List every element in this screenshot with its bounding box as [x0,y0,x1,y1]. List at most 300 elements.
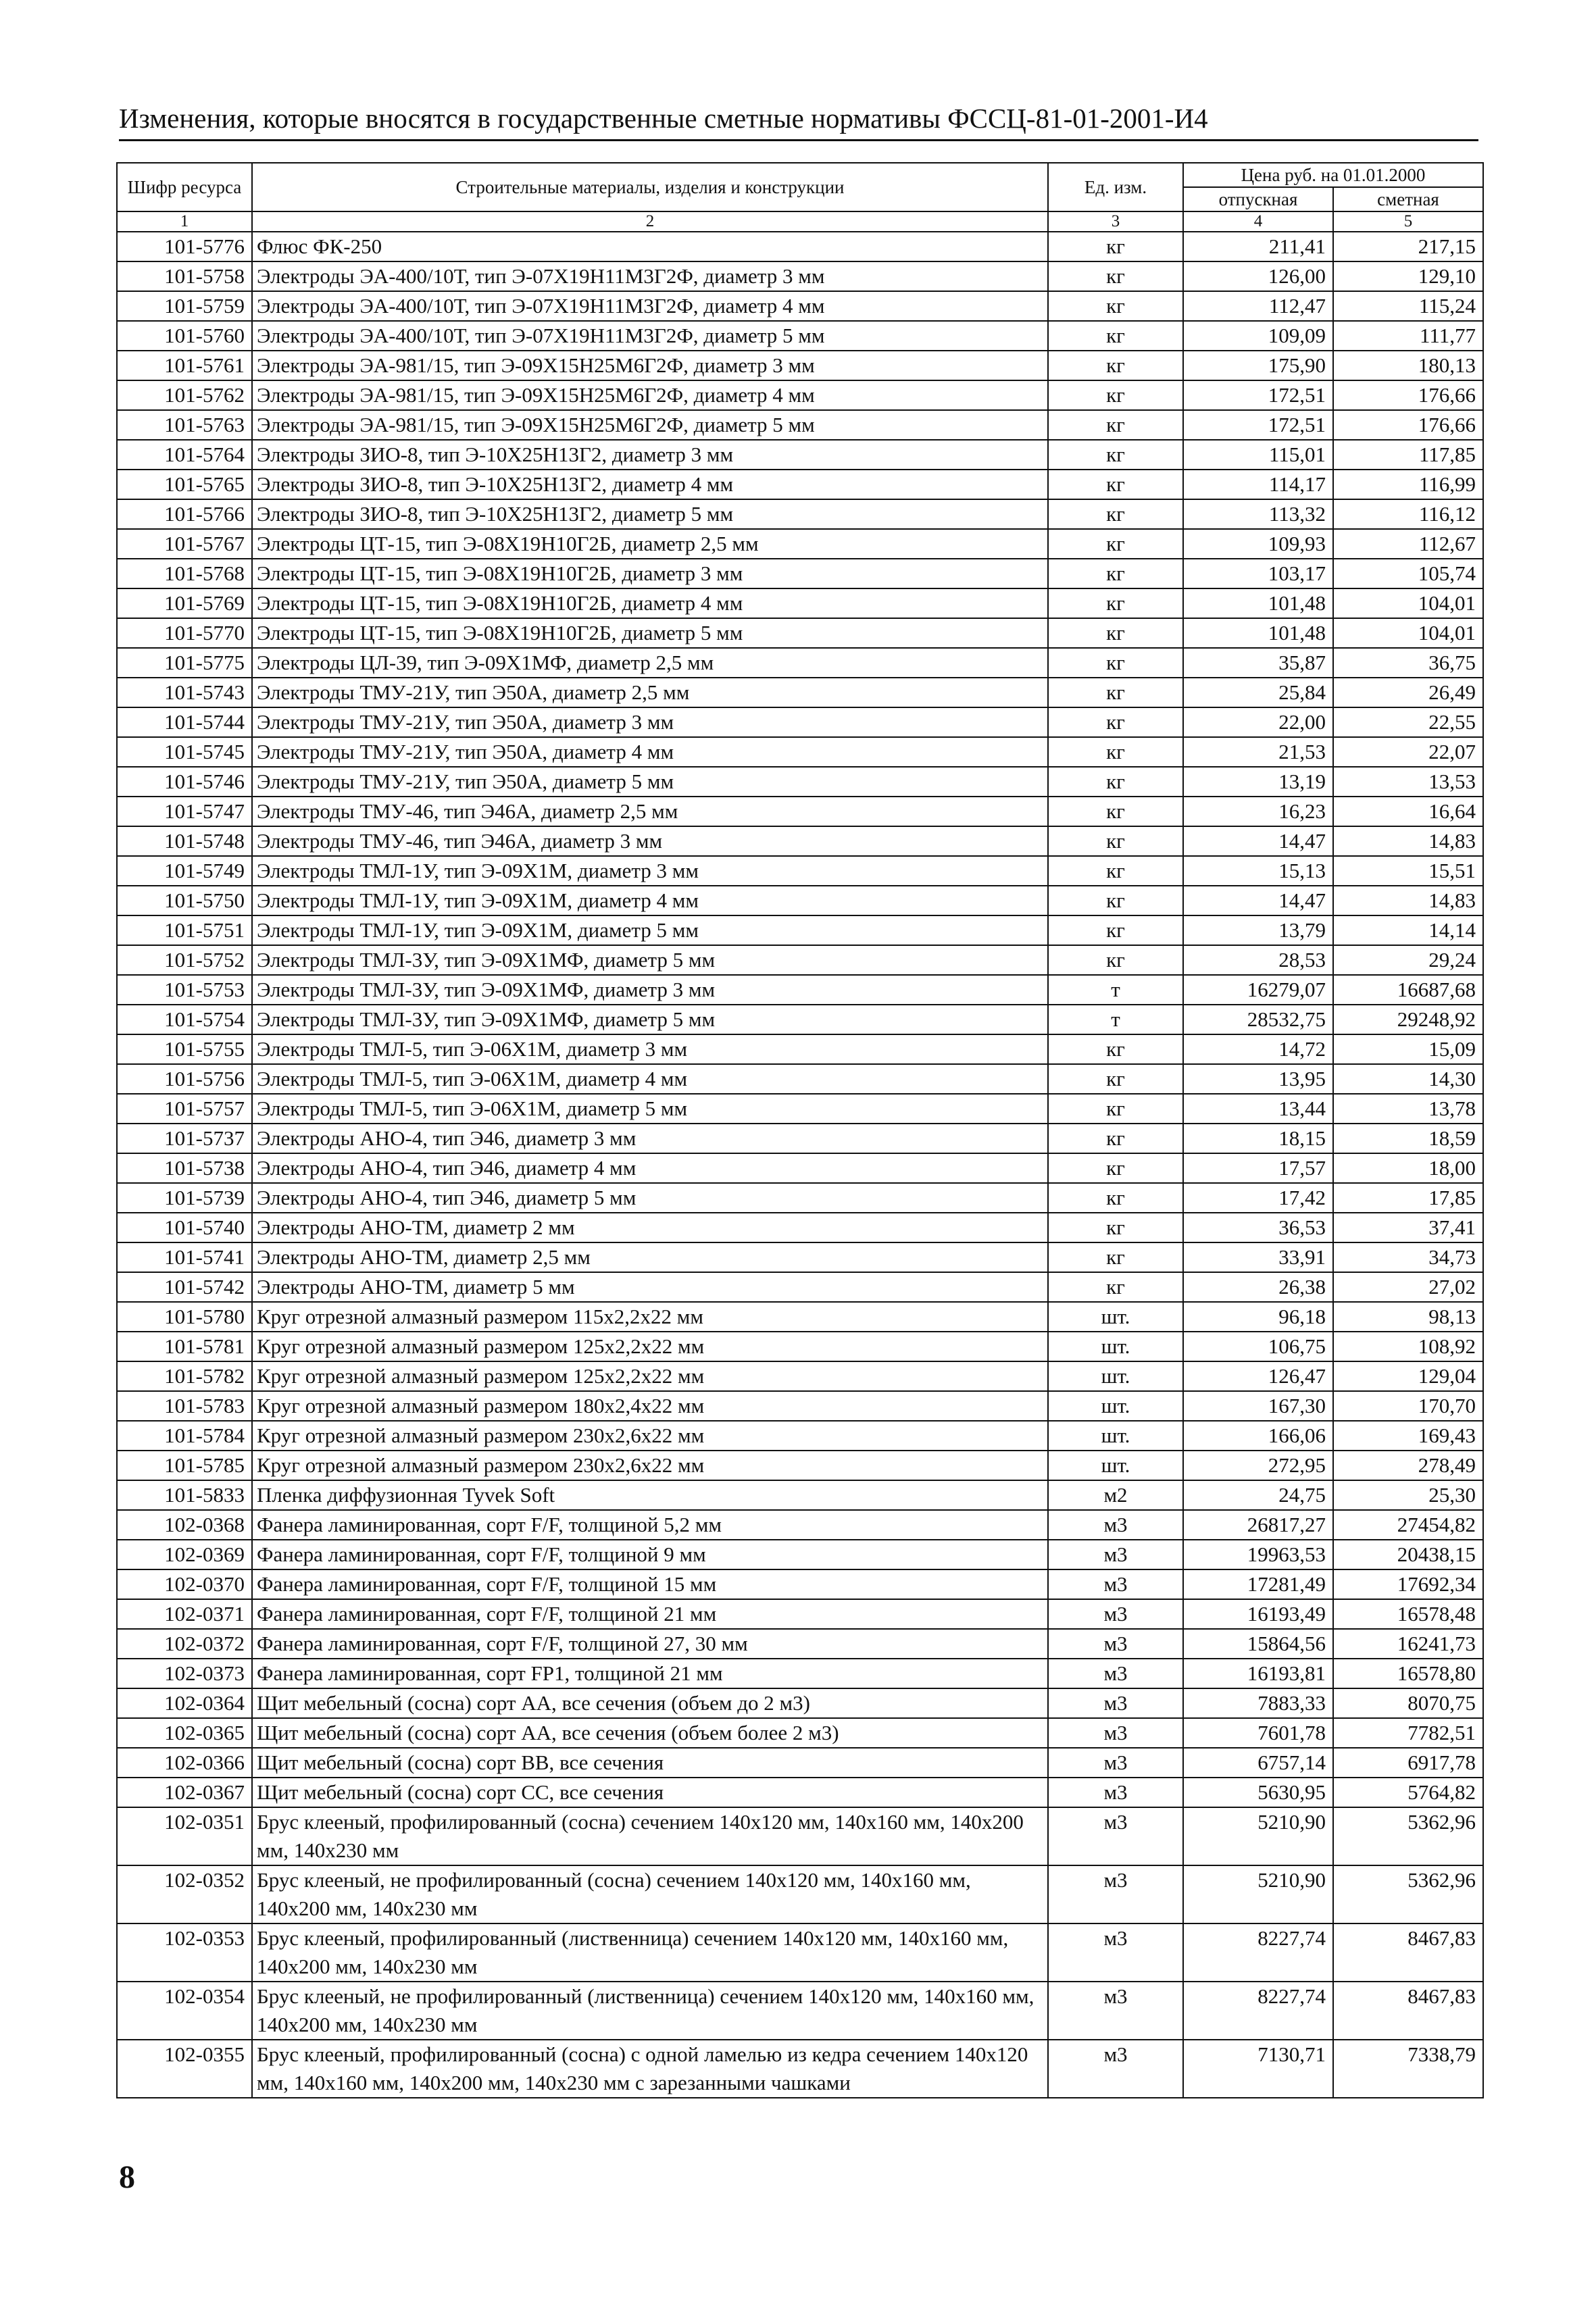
resource-code-cell: 101-5739 [117,1183,252,1213]
release-price-cell: 7601,78 [1183,1718,1333,1748]
unit-cell: кг [1048,1153,1183,1183]
estimate-price-cell: 29248,92 [1333,1005,1483,1034]
unit-cell: шт. [1048,1421,1183,1451]
table-row [117,1659,1483,1688]
table-row [117,1213,1483,1242]
unit-cell: кг [1048,1272,1183,1302]
estimate-price-cell: 170,70 [1333,1391,1483,1421]
table-row [117,529,1483,559]
table-row [117,1688,1483,1718]
estimate-price-cell: 13,53 [1333,767,1483,797]
table-row [117,1361,1483,1391]
release-price-cell: 15,13 [1183,856,1333,886]
material-name-cell: Фанера ламинированная, сорт FP1, толщиной 21 мм [252,1659,1048,1688]
unit-cell: кг [1048,678,1183,707]
release-price-cell: 101,48 [1183,588,1333,618]
unit-cell: м3 [1048,1718,1183,1748]
resource-code-cell: 101-5766 [117,499,252,529]
resource-code-cell: 101-5768 [117,559,252,588]
table-row [117,915,1483,945]
resource-code-cell: 102-0369 [117,1540,252,1569]
estimate-price-cell: 18,59 [1333,1124,1483,1153]
table-row [117,351,1483,380]
estimate-price-cell: 16,64 [1333,797,1483,826]
unit-cell: кг [1048,499,1183,529]
unit-cell: м3 [1048,1540,1183,1569]
unit-cell: кг [1048,915,1183,945]
resource-code-cell: 102-0373 [117,1659,252,1688]
table-row [117,588,1483,618]
release-price-cell: 22,00 [1183,707,1333,737]
unit-cell: кг [1048,618,1183,648]
estimate-price-cell: 180,13 [1333,351,1483,380]
resource-code-cell: 101-5740 [117,1213,252,1242]
release-price-cell: 8227,74 [1183,1923,1333,1982]
resource-code-cell: 101-5758 [117,261,252,291]
table-row [117,321,1483,351]
material-name-cell: Брус клееный, профилированный (сосна) с одной ламелью из кедра сечением 140х120 мм, 140х160 мм, 140х200 мм, 140х230 мм с зарезанными чашками [252,2040,1048,2098]
table-row [117,1034,1483,1064]
table-row [117,1391,1483,1421]
table-row [117,826,1483,856]
release-price-cell: 13,95 [1183,1064,1333,1094]
material-name-cell: Щит мебельный (сосна) сорт АА, все сечения (объем до 2 м3) [252,1688,1048,1718]
resource-code-cell: 101-5746 [117,767,252,797]
material-name-cell: Электроды ЦТ-15, тип Э-08Х19Н10Г2Б, диаметр 2,5 мм [252,529,1048,559]
resource-code-cell: 101-5743 [117,678,252,707]
table-row [117,1778,1483,1807]
column-number: 5 [1333,211,1483,232]
release-price-cell: 15864,56 [1183,1629,1333,1659]
resource-code-cell: 101-5745 [117,737,252,767]
release-price-cell: 272,95 [1183,1451,1333,1480]
resource-code-cell: 102-0365 [117,1718,252,1748]
resource-code-cell: 101-5775 [117,648,252,678]
table-row [117,1332,1483,1361]
estimate-price-cell: 15,51 [1333,856,1483,886]
table-row [117,2040,1483,2098]
release-price-cell: 19963,53 [1183,1540,1333,1569]
estimate-price-cell: 129,04 [1333,1361,1483,1391]
material-name-cell: Брус клееный, не профилированный (сосна) сечением 140х120 мм, 140х160 мм, 140х200 мм, 140х230 мм [252,1865,1048,1923]
unit-cell: кг [1048,470,1183,499]
unit-cell: м3 [1048,1982,1183,2040]
estimate-price-cell: 14,30 [1333,1064,1483,1094]
release-price-cell: 5210,90 [1183,1807,1333,1865]
estimate-price-cell: 217,15 [1333,232,1483,261]
release-price-cell: 7130,71 [1183,2040,1333,2098]
resource-code-cell: 101-5833 [117,1480,252,1510]
resource-code-cell: 102-0372 [117,1629,252,1659]
resource-code-cell: 102-0352 [117,1865,252,1923]
resource-code-cell: 101-5776 [117,232,252,261]
estimate-price-cell: 5362,96 [1333,1807,1483,1865]
table-row [117,1153,1483,1183]
table-row [117,1923,1483,1982]
table-row [117,1865,1483,1923]
table-row [117,1451,1483,1480]
resource-code-cell: 101-5748 [117,826,252,856]
material-name-cell: Электроды ТМУ-21У, тип Э50А, диаметр 5 мм [252,767,1048,797]
release-price-cell: 17,42 [1183,1183,1333,1213]
unit-cell: кг [1048,945,1183,975]
unit-cell: кг [1048,737,1183,767]
material-name-cell: Электроды ТМЛ-5, тип Э-06Х1М, диаметр 3 мм [252,1034,1048,1064]
release-price-cell: 5210,90 [1183,1865,1333,1923]
table-row [117,1480,1483,1510]
release-price-cell: 96,18 [1183,1302,1333,1332]
resource-code-cell: 101-5761 [117,351,252,380]
unit-cell: кг [1048,321,1183,351]
estimate-price-cell: 37,41 [1333,1213,1483,1242]
release-price-cell: 16193,49 [1183,1599,1333,1629]
material-name-cell: Круг отрезной алмазный размером 180х2,4х22 мм [252,1391,1048,1421]
material-name-cell: Электроды ЗИО-8, тип Э-10Х25Н13Г2, диаметр 3 мм [252,440,1048,470]
table-row [117,1982,1483,2040]
estimate-price-cell: 176,66 [1333,380,1483,410]
release-price-cell: 7883,33 [1183,1688,1333,1718]
estimate-price-cell: 18,00 [1333,1153,1483,1183]
unit-cell: м2 [1048,1480,1183,1510]
release-price-cell: 14,47 [1183,826,1333,856]
release-price-cell: 175,90 [1183,351,1333,380]
column-number: 1 [117,211,252,232]
unit-cell: м3 [1048,2040,1183,2098]
material-name-cell: Электроды ЦТ-15, тип Э-08Х19Н10Г2Б, диаметр 4 мм [252,588,1048,618]
estimate-price-cell: 105,74 [1333,559,1483,588]
table-row [117,1302,1483,1332]
estimate-price-cell: 14,83 [1333,826,1483,856]
release-price-cell: 103,17 [1183,559,1333,588]
material-name-cell: Круг отрезной алмазный размером 230х2,6х22 мм [252,1451,1048,1480]
header-unit: Ед. изм. [1048,163,1183,211]
unit-cell: кг [1048,1242,1183,1272]
resource-code-cell: 101-5756 [117,1064,252,1094]
table-row [117,1094,1483,1124]
material-name-cell: Электроды ТМЛ-5, тип Э-06Х1М, диаметр 4 мм [252,1064,1048,1094]
unit-cell: кг [1048,291,1183,321]
resource-code-cell: 101-5741 [117,1242,252,1272]
release-price-cell: 13,79 [1183,915,1333,945]
estimate-price-cell: 29,24 [1333,945,1483,975]
release-price-cell: 113,32 [1183,499,1333,529]
release-price-cell: 13,44 [1183,1094,1333,1124]
material-name-cell: Фанера ламинированная, сорт F/F, толщиной 21 мм [252,1599,1048,1629]
table-row [117,380,1483,410]
unit-cell: м3 [1048,1778,1183,1807]
release-price-cell: 26817,27 [1183,1510,1333,1540]
release-price-cell: 5630,95 [1183,1778,1333,1807]
table-row [117,1272,1483,1302]
resource-code-cell: 101-5759 [117,291,252,321]
table-row [117,1540,1483,1569]
table-row [117,1064,1483,1094]
unit-cell: кг [1048,529,1183,559]
material-name-cell: Электроды АНО-ТМ, диаметр 2 мм [252,1213,1048,1242]
unit-cell: т [1048,1005,1183,1034]
table-row [117,291,1483,321]
table-row [117,440,1483,470]
unit-cell: кг [1048,856,1183,886]
table-row [117,737,1483,767]
material-name-cell: Электроды ЗИО-8, тип Э-10Х25Н13Г2, диаметр 4 мм [252,470,1048,499]
resource-code-cell: 102-0366 [117,1748,252,1778]
estimate-price-cell: 116,12 [1333,499,1483,529]
table-row [117,1718,1483,1748]
estimate-price-cell: 20438,15 [1333,1540,1483,1569]
estimate-price-cell: 22,55 [1333,707,1483,737]
unit-cell: шт. [1048,1391,1183,1421]
unit-cell: кг [1048,261,1183,291]
table-row [117,232,1483,261]
column-number: 3 [1048,211,1183,232]
material-name-cell: Электроды АНО-4, тип Э46, диаметр 3 мм [252,1124,1048,1153]
resource-code-cell: 101-5769 [117,588,252,618]
release-price-cell: 16279,07 [1183,975,1333,1005]
unit-cell: кг [1048,707,1183,737]
material-name-cell: Электроды АНО-ТМ, диаметр 2,5 мм [252,1242,1048,1272]
resource-code-cell: 101-5780 [117,1302,252,1332]
release-price-cell: 28532,75 [1183,1005,1333,1034]
unit-cell: шт. [1048,1302,1183,1332]
release-price-cell: 21,53 [1183,737,1333,767]
resource-code-cell: 101-5783 [117,1391,252,1421]
material-name-cell: Круг отрезной алмазный размером 125х2,2х22 мм [252,1332,1048,1361]
release-price-cell: 14,47 [1183,886,1333,915]
material-name-cell: Электроды ТМЛ-1У, тип Э-09Х1М, диаметр 3 мм [252,856,1048,886]
material-name-cell: Электроды ТМУ-46, тип Э46А, диаметр 3 мм [252,826,1048,856]
resource-code-cell: 101-5781 [117,1332,252,1361]
estimate-price-cell: 16578,80 [1333,1659,1483,1688]
estimate-price-cell: 17,85 [1333,1183,1483,1213]
material-name-cell: Электроды АНО-4, тип Э46, диаметр 5 мм [252,1183,1048,1213]
table-row [117,886,1483,915]
unit-cell: кг [1048,232,1183,261]
estimate-price-cell: 34,73 [1333,1242,1483,1272]
unit-cell: м3 [1048,1629,1183,1659]
table-row [117,767,1483,797]
unit-cell: м3 [1048,1923,1183,1982]
resource-code-cell: 101-5755 [117,1034,252,1064]
unit-cell: м3 [1048,1688,1183,1718]
estimate-price-cell: 176,66 [1333,410,1483,440]
resource-code-cell: 102-0355 [117,2040,252,2098]
resource-code-cell: 101-5744 [117,707,252,737]
resource-code-cell: 101-5737 [117,1124,252,1153]
material-name-cell: Электроды ЭА-981/15, тип Э-09Х15Н25М6Г2Ф, диаметр 3 мм [252,351,1048,380]
release-price-cell: 25,84 [1183,678,1333,707]
material-name-cell: Электроды ТМЛ-1У, тип Э-09Х1М, диаметр 5 мм [252,915,1048,945]
table-row [117,1005,1483,1034]
estimate-price-cell: 5764,82 [1333,1778,1483,1807]
material-name-cell: Круг отрезной алмазный размером 125х2,2х22 мм [252,1361,1048,1391]
header-name: Строительные материалы, изделия и конструкции [252,163,1048,211]
resource-code-cell: 101-5742 [117,1272,252,1302]
material-name-cell: Электроды ТМУ-21У, тип Э50А, диаметр 3 мм [252,707,1048,737]
material-name-cell: Электроды ЗИО-8, тип Э-10Х25Н13Г2, диаметр 5 мм [252,499,1048,529]
estimate-price-cell: 6917,78 [1333,1748,1483,1778]
unit-cell: м3 [1048,1510,1183,1540]
unit-cell: кг [1048,648,1183,678]
header-price-release: отпускная [1183,187,1333,211]
resource-code-cell: 101-5747 [117,797,252,826]
material-name-cell: Электроды ЭА-400/10Т, тип Э-07Х19Н11М3Г2Ф, диаметр 3 мм [252,261,1048,291]
material-name-cell: Электроды ТМУ-21У, тип Э50А, диаметр 4 мм [252,737,1048,767]
release-price-cell: 172,51 [1183,410,1333,440]
estimate-price-cell: 13,78 [1333,1094,1483,1124]
unit-cell: кг [1048,826,1183,856]
material-name-cell: Брус клееный, не профилированный (лиственница) сечением 140х120 мм, 140х160 мм, 140х200 мм, 140х230 мм [252,1982,1048,2040]
estimate-price-cell: 26,49 [1333,678,1483,707]
estimate-price-cell: 278,49 [1333,1451,1483,1480]
release-price-cell: 36,53 [1183,1213,1333,1242]
material-name-cell: Электроды ТМЛ-3У, тип Э-09Х1МФ, диаметр 5 мм [252,945,1048,975]
estimate-price-cell: 111,77 [1333,321,1483,351]
release-price-cell: 106,75 [1183,1332,1333,1361]
material-name-cell: Электроды АНО-ТМ, диаметр 5 мм [252,1272,1048,1302]
material-name-cell: Электроды ЦЛ-39, тип Э-09Х1МФ, диаметр 2,5 мм [252,648,1048,678]
unit-cell: кг [1048,1124,1183,1153]
material-name-cell: Электроды ЭА-400/10Т, тип Э-07Х19Н11М3Г2Ф, диаметр 5 мм [252,321,1048,351]
estimate-price-cell: 15,09 [1333,1034,1483,1064]
release-price-cell: 13,19 [1183,767,1333,797]
estimate-price-cell: 14,14 [1333,915,1483,945]
resource-code-cell: 102-0371 [117,1599,252,1629]
release-price-cell: 211,41 [1183,232,1333,261]
release-price-cell: 172,51 [1183,380,1333,410]
resource-code-cell: 101-5751 [117,915,252,945]
table-row [117,707,1483,737]
unit-cell: кг [1048,1183,1183,1213]
table-row [117,678,1483,707]
header-price-group: Цена руб. на 01.01.2000 [1183,163,1483,187]
estimate-price-cell: 169,43 [1333,1421,1483,1451]
material-name-cell: Электроды ЦТ-15, тип Э-08Х19Н10Г2Б, диаметр 3 мм [252,559,1048,588]
table-row [117,648,1483,678]
estimate-price-cell: 22,07 [1333,737,1483,767]
table-row [117,797,1483,826]
estimate-price-cell: 104,01 [1333,588,1483,618]
table-row [117,410,1483,440]
unit-cell: кг [1048,1094,1183,1124]
release-price-cell: 33,91 [1183,1242,1333,1272]
unit-cell: кг [1048,588,1183,618]
resource-code-cell: 101-5782 [117,1361,252,1391]
table-row [117,1421,1483,1451]
table-row [117,559,1483,588]
material-name-cell: Брус клееный, профилированный (сосна) сечением 140х120 мм, 140х160 мм, 140х200 мм, 140х230 мм [252,1807,1048,1865]
material-name-cell: Фанера ламинированная, сорт F/F, толщиной 9 мм [252,1540,1048,1569]
release-price-cell: 17281,49 [1183,1569,1333,1599]
release-price-cell: 18,15 [1183,1124,1333,1153]
table-row [117,1183,1483,1213]
release-price-cell: 16,23 [1183,797,1333,826]
material-name-cell: Щит мебельный (сосна) сорт ВВ, все сечения [252,1748,1048,1778]
resource-code-cell: 102-0367 [117,1778,252,1807]
unit-cell: кг [1048,1213,1183,1242]
resource-code-cell: 102-0368 [117,1510,252,1540]
estimate-price-cell: 5362,96 [1333,1865,1483,1923]
table-row [117,470,1483,499]
resource-code-cell: 102-0351 [117,1807,252,1865]
unit-cell: т [1048,975,1183,1005]
release-price-cell: 114,17 [1183,470,1333,499]
estimate-price-cell: 8467,83 [1333,1982,1483,2040]
table-row [117,1599,1483,1629]
release-price-cell: 101,48 [1183,618,1333,648]
unit-cell: кг [1048,767,1183,797]
release-price-cell: 109,09 [1183,321,1333,351]
material-name-cell: Брус клееный, профилированный (лиственница) сечением 140х120 мм, 140х160 мм, 140х200 мм, 140х230 мм [252,1923,1048,1982]
release-price-cell: 112,47 [1183,291,1333,321]
table-row [117,1510,1483,1540]
material-name-cell: Круг отрезной алмазный размером 115х2,2х22 мм [252,1302,1048,1332]
resource-code-cell: 101-5762 [117,380,252,410]
resource-code-cell: 101-5749 [117,856,252,886]
material-name-cell: Электроды ТМЛ-3У, тип Э-09Х1МФ, диаметр 5 мм [252,1005,1048,1034]
unit-cell: шт. [1048,1332,1183,1361]
material-name-cell: Электроды ЭА-981/15, тип Э-09Х15Н25М6Г2Ф, диаметр 5 мм [252,410,1048,440]
resource-code-cell: 101-5784 [117,1421,252,1451]
resource-code-cell: 102-0364 [117,1688,252,1718]
release-price-cell: 17,57 [1183,1153,1333,1183]
estimate-price-cell: 129,10 [1333,261,1483,291]
resource-code-cell: 101-5750 [117,886,252,915]
estimate-price-cell: 115,24 [1333,291,1483,321]
estimate-price-cell: 117,85 [1333,440,1483,470]
material-name-cell: Электроды ТМЛ-3У, тип Э-09Х1МФ, диаметр 3 мм [252,975,1048,1005]
prices-table [116,162,1484,2098]
header-price-estimate: сметная [1333,187,1483,211]
release-price-cell: 26,38 [1183,1272,1333,1302]
resource-code-cell: 102-0353 [117,1923,252,1982]
resource-code-cell: 101-5785 [117,1451,252,1480]
table-row [117,945,1483,975]
material-name-cell: Круг отрезной алмазный размером 230х2,6х22 мм [252,1421,1048,1451]
material-name-cell: Щит мебельный (сосна) сорт СС, все сечения [252,1778,1048,1807]
material-name-cell: Флюс ФК-250 [252,232,1048,261]
estimate-price-cell: 7782,51 [1333,1718,1483,1748]
header-code: Шифр ресурса [117,163,252,211]
page-header-title: Изменения, которые вносятся в государственные сметные нормативы ФССЦ-81-01-2001-И4 [119,103,1208,134]
estimate-price-cell: 17692,34 [1333,1569,1483,1599]
estimate-price-cell: 108,92 [1333,1332,1483,1361]
table-row [117,1748,1483,1778]
material-name-cell: Электроды ТМУ-46, тип Э46А, диаметр 2,5 мм [252,797,1048,826]
unit-cell: кг [1048,380,1183,410]
material-name-cell: Электроды ТМУ-21У, тип Э50А, диаметр 2,5 мм [252,678,1048,707]
material-name-cell: Щит мебельный (сосна) сорт АА, все сечения (объем более 2 м3) [252,1718,1048,1748]
table-row [117,1569,1483,1599]
release-price-cell: 35,87 [1183,648,1333,678]
resource-code-cell: 101-5754 [117,1005,252,1034]
estimate-price-cell: 27454,82 [1333,1510,1483,1540]
table-row [117,975,1483,1005]
material-name-cell: Электроды АНО-4, тип Э46, диаметр 4 мм [252,1153,1048,1183]
resource-code-cell: 101-5764 [117,440,252,470]
unit-cell: м3 [1048,1748,1183,1778]
resource-code-cell: 101-5763 [117,410,252,440]
unit-cell: кг [1048,886,1183,915]
release-price-cell: 166,06 [1183,1421,1333,1451]
release-price-cell: 8227,74 [1183,1982,1333,2040]
column-number: 4 [1183,211,1333,232]
material-name-cell: Электроды ТМЛ-1У, тип Э-09Х1М, диаметр 4 мм [252,886,1048,915]
unit-cell: м3 [1048,1599,1183,1629]
resource-code-cell: 101-5738 [117,1153,252,1183]
estimate-price-cell: 16578,48 [1333,1599,1483,1629]
unit-cell: м3 [1048,1865,1183,1923]
